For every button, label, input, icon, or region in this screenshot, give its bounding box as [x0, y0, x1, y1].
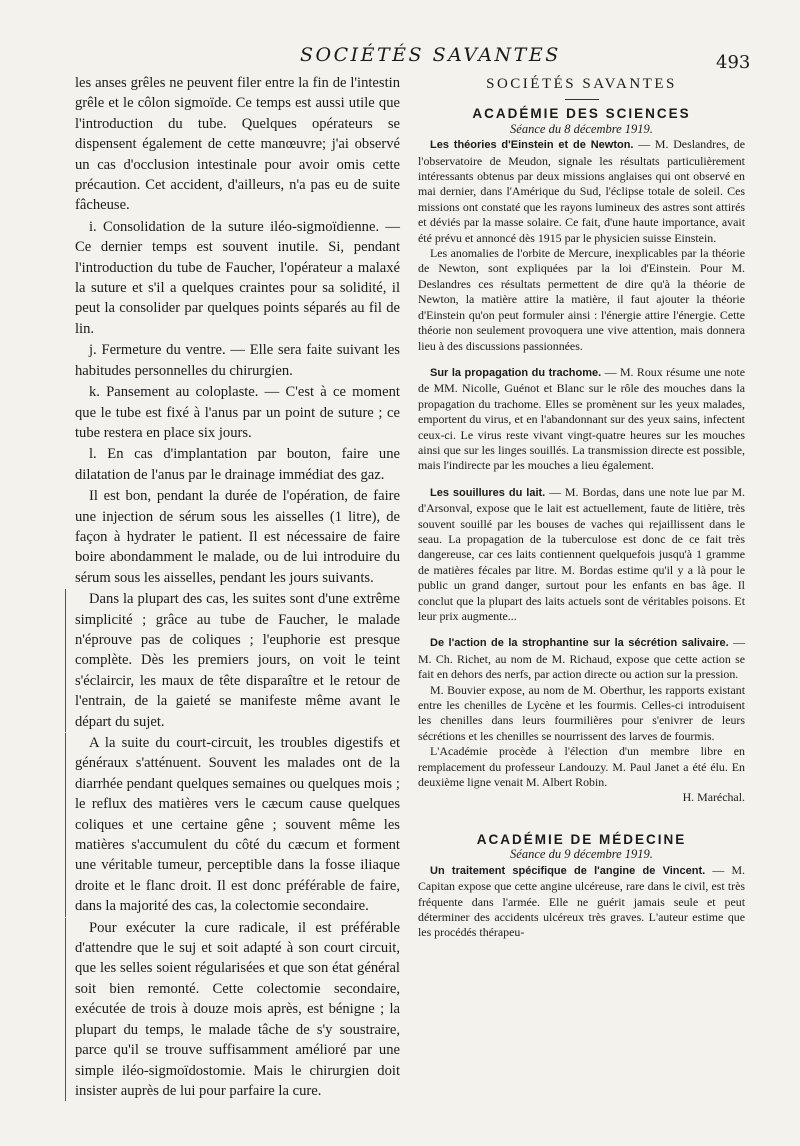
left-paragraph: Il est bon, pendant la durée de l'opération, de faire une injection de sérum sous les aisselles (1 litre), de façon à hydrater le patient. Il est nécessaire de faire boire abondamment le malade, ou de lui introduire du sérum sous les aisselles, pendant les jours suivants. [75, 488, 400, 586]
article-text: — M. Roux résume une note de MM. Nicolle, Guénot et Blanc sur le rôle des mouches dans la propagation du trachome. Elles se promènent sur les yeux malades, emportent du virus, et en l'abandonnant sur des yeux sains, infectent ceux-ci. Le virus reste vivant vingt-quatre heures sur les mouches ainsi que sur les linges souillés. La transmission directe est possible, mais l'indirecte par les mouches a lieu également. [418, 364, 745, 473]
article-text: — M. Bordas, dans une note lue par M. d'Arsonval, expose que le lait est actuellement, faute de litière, très souvent souillé par les bouses de vaches qui rejaillissent dans le seau. La propagation de la tuberculose est donc de ce fait très dangereuse, car ces laits contiennent quelquefois jusqu'à 1 gramme de matières fécales par litre. M. Bordas estime qu'il y a là pour le public un grand danger, surtout pour les enfants en bas âge. Il conclut que la plupart des laits actuels sont de véritables poisons. Et leur prix augmente... [418, 484, 745, 623]
article-strophantine [418, 635, 745, 682]
right-column [418, 77, 745, 941]
running-title: SOCIÉTÉS SAVANTES [300, 44, 561, 66]
article-heading: Les souillures du lait. [430, 486, 546, 499]
article-text: Les anomalies de l'orbite de Mercure, inexplicables par la théorie de Newton, sont expliquées par la loi d'Einstein. Pour M. Deslandres ces résultats permettent de dire qu'à la théorie de Newton, la matière attire la matière, il faut ajouter la théorie d'Einstein qu'on peut formuler ainsi : l'énergie attire l'énergie. Cette théorie non seulement provoquera une vive attention, mais donnera lieu à des discussions passionnées. [418, 246, 745, 353]
article-heading: De l'action de la strophantine sur la sécrétion salivaire. [430, 637, 729, 650]
signature: H. Maréchal. [682, 790, 745, 805]
article-text: L'Académie procède à l'élection d'un membre libre en remplacement du professeur Landouzy. M. Paul Janet a été élu. En deuxième ligne venait M. Albert Robin. [418, 744, 745, 790]
article-heading: Les théories d'Einstein et de Newton. [430, 139, 634, 152]
left-paragraph: i. Consolidation de la suture iléo-sigmoïdienne. — Ce dernier temps est souvent inutile. Si, pendant l'introduction du tube de Faucher, l'opérateur a malaxé la suture et s'il a quelques craintes pour sa solidité, il peut la consolider par quelques points séparés au fil de lin. [75, 218, 400, 337]
left-paragraph: Dans la plupart des cas, les suites sont d'une extrême simplicité ; grâce au tube de Faucher, le malade n'éprouve pas de coliques ; l'euphorie est presque complète. Dès les premiers jours, on voit le teint s'éclaircir, les maux de tête disparaître et le retour de l'entrain, de la gaieté se manifeste même avant le départ du sujet. [65, 589, 400, 732]
article-trachome [418, 365, 745, 474]
page-number: 493 [716, 52, 751, 73]
academie-sciences-title: ACADÉMIE DES SCIENCES [472, 106, 691, 122]
section-title: SOCIÉTÉS SAVANTES [486, 76, 677, 92]
article-lait [418, 485, 745, 625]
left-paragraph: A la suite du court-circuit, les troubles digestifs et généraux s'atténuent. Souvent les malades ont de la diarrhée pendant quelques semaines ou quelques mois ; le reflux des matières vers le cæcum cause quelques coliques et une certaine gêne ; souvent même les matières s'accumulent du côté du cæcum et forment une véritable tumeur, perceptible dans la fosse iliaque droite et le flanc droit. Il est donc préférable de faire, dans la majorité des cas, la colectomie secondaire. [65, 733, 400, 917]
title-rule [565, 99, 599, 100]
left-paragraph: les anses grêles ne peuvent filer entre la fin de l'intestin grêle et le côlon sigmoïde. Ce temps est aussi utile que l'introduction du tube. Quelques opérateurs se dispensent également de cette manœuvre; j'ai observé un cas d'occlusion intestinale pour avoir omis cette précaution. Cet accident, d'ailleurs, n'a pas eu de suite fâcheuse. [75, 75, 400, 214]
article-einstein [418, 137, 745, 246]
article-text: M. Bouvier expose, au nom de M. Oberthur, les rapports existant entre les chenilles de Lycène et les fourmis. Celles-ci introduisent les chenilles dans leurs fourmilières pour s'enivrer de leurs sécrétions et les chenilles se nourrissent des larves de fourmis. [418, 682, 745, 743]
left-paragraph: l. En cas d'implantation par bouton, faire une dilatation de l'anus par le drainage immédiat des gaz. [75, 446, 400, 483]
left-column [75, 73, 400, 1101]
left-paragraph: Pour exécuter la cure radicale, il est préférable d'attendre que le suj et soit adapté à son court circuit, que les selles soient régularisées et que son état général soit bien remonté. Cette colectomie secondaire, exécutée de trois à douze mois après, est bénigne ; la plupart du temps, le malade tâche de s'y soustraire, parce qu'il se trouve suffisamment amélioré par une simple iléo-sigmoïdostomie. Mais le chirurgien doit insister auprès de lui pour parfaire la cure. [65, 918, 400, 1102]
article-text: — M. Deslandres, de l'observatoire de Meudon, signale les résultats particulièrement intéressants obtenus par deux missions anglaises qui ont observé en mai dernier, dans l'Amérique du Sud, l'éclipse totale de soleil. Ces missions ont constaté que les rayons lumineux des astres sont attirés et déviés par la masse solaire. Ce fait, d'une haute importance, avait été prévu et annoncé dès 1915 par le physicien suisse Einstein. [418, 137, 745, 245]
article-heading: Un traitement spécifique de l'angine de Vincent. [430, 864, 706, 877]
seance-date: Séance du 9 décembre 1919. [510, 847, 653, 862]
left-paragraph: k. Pansement au coloplaste. — C'est à ce moment que le tube est fixé à l'anus par un point de suture ; ce tube restera en place six jours. [75, 384, 400, 441]
academie-medecine-title: ACADÉMIE DE MÉDECINE [476, 831, 687, 847]
seance-date: Séance du 8 décembre 1919. [510, 121, 653, 136]
article-text: — M. Capitan expose que cette angine ulcéreuse, rare dans le civil, est très fréquente dans l'armée. Elle ne guérit jamais seule et peut déterminer des accidents ulcéreux très graves. L'auteur estime que les procédés thérapeu- [418, 862, 745, 940]
left-paragraph: j. Fermeture du ventre. — Elle sera faite suivant les habitudes personnelles du chirurgien. [75, 342, 400, 379]
article-vincent [418, 863, 745, 941]
page-header [0, 44, 800, 74]
article-heading: Sur la propagation du trachome. [430, 366, 602, 379]
article-text: — M. Ch. Richet, au nom de M. Richaud, expose que cette action se fait en dehors des nerfs, par action directe ou action sur la pression. [418, 635, 745, 682]
